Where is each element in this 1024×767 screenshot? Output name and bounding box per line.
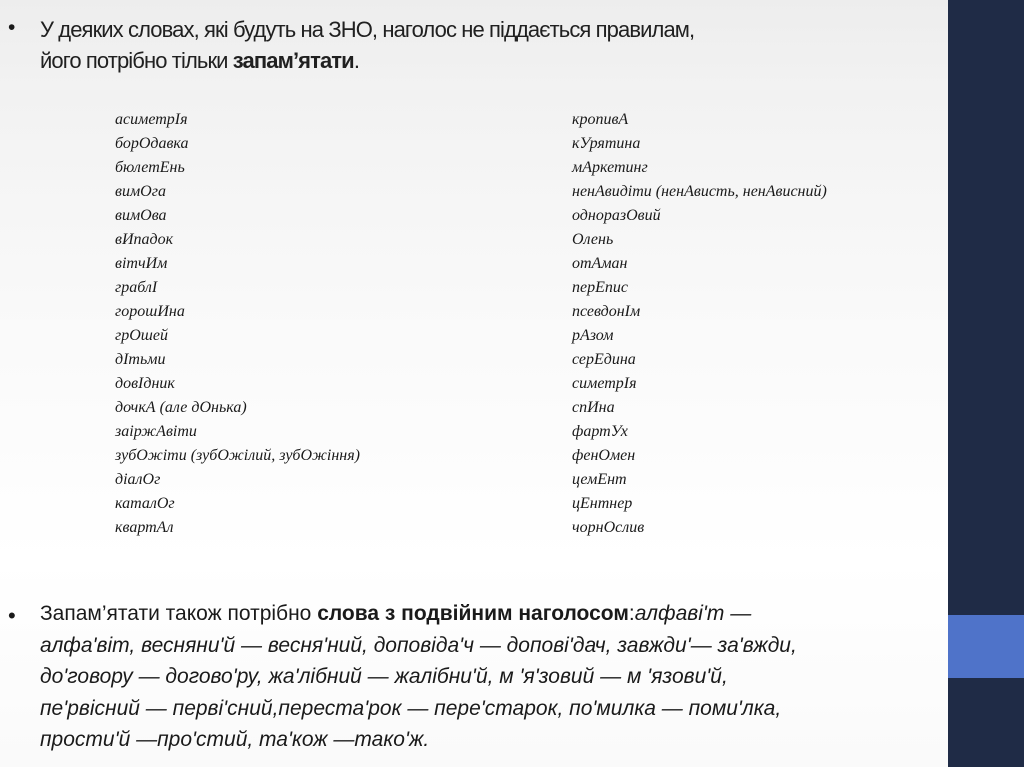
word-list-right	[572, 108, 827, 540]
word-item: дочкА (але дОнька)	[115, 399, 247, 416]
word-item: кропивА	[572, 111, 629, 128]
intro-line-2-prefix: його потрібно тільки	[40, 48, 233, 73]
word-item: довІдник	[115, 375, 175, 392]
word-item: фартУх	[572, 423, 628, 440]
word-item: горошИна	[115, 303, 185, 320]
word-item: цемЕнт	[572, 471, 627, 488]
word-item: фенОмен	[572, 447, 636, 464]
word-item: рАзом	[572, 327, 614, 344]
intro-line-1: У деяких словах, які будуть на ЗНО, наголос не піддається правилам,	[40, 17, 695, 42]
word-item: грОшей	[115, 327, 168, 344]
word-item: одноразОвий	[572, 207, 661, 224]
word-item: діалОг	[115, 471, 161, 488]
word-item: Олень	[572, 231, 614, 248]
word-item: зубОжіти (зубОжілий, зубОжіння)	[115, 447, 360, 464]
word-list-left	[115, 108, 360, 540]
double-stress-line-1	[40, 598, 935, 630]
word-item: борОдавка	[115, 135, 189, 152]
bullet-1: •	[8, 16, 16, 39]
double-stress-colon: :	[628, 602, 635, 625]
word-item: каталОг	[115, 495, 175, 512]
word-item: вітчИм	[115, 255, 168, 272]
bullet-2: •	[8, 603, 16, 628]
double-stress-line: пе'рвісний — перві'сний,переста'рок — пере'старок, по'милка — поми'лка,	[40, 696, 782, 720]
double-stress-first-pair: алфаві'т —	[634, 602, 752, 625]
word-item: бюлетЕнь	[115, 159, 185, 176]
intro-line-2-suffix: .	[353, 48, 360, 73]
word-item: перЕпис	[572, 279, 628, 296]
word-item: псевдонІм	[572, 303, 641, 320]
word-item: цЕнтнер	[572, 495, 633, 512]
word-item: отАман	[572, 255, 628, 272]
double-stress-paragraph	[40, 598, 935, 756]
double-stress-line: прости'й —про'стий, та'кож —тако'ж.	[40, 728, 430, 752]
double-stress-heading: слова з подвійним наголосом	[317, 602, 629, 625]
word-item: квартАл	[115, 519, 174, 536]
word-item: вимОга	[115, 183, 166, 200]
word-item: ненАвидіти (ненАвисть, ненАвисний)	[572, 183, 827, 200]
word-item: вИпадок	[115, 231, 174, 248]
word-item: спИна	[572, 399, 615, 416]
word-item: мАркетинг	[572, 159, 648, 176]
word-item: чорнОслив	[572, 519, 645, 536]
word-item: заіржАвіти	[115, 423, 197, 440]
word-item: дІтьми	[115, 351, 166, 368]
word-item: асиметрІя	[115, 111, 188, 128]
double-stress-line: алфа'віт, весняни'й — весня'ний, доповіда'ч — допові'дач, завжди'— за'вжди,	[40, 633, 797, 657]
word-item: кУрятина	[572, 135, 641, 152]
word-item: серЕдина	[572, 351, 636, 368]
double-stress-line: до'говору — догово'ру, жа'лібний — жалібни'й, м 'я'зовий — м 'язови'й,	[40, 665, 728, 689]
word-item: симетрІя	[572, 375, 637, 392]
word-item: граблІ	[115, 279, 158, 296]
intro-line-2	[40, 45, 920, 76]
intro-text	[40, 14, 920, 76]
word-item: вимОва	[115, 207, 167, 224]
sidebar-accent-block	[948, 615, 1024, 678]
double-stress-lead: Запам’ятати також потрібно	[40, 602, 318, 625]
intro-emphasis: запам’ятати	[232, 48, 354, 73]
